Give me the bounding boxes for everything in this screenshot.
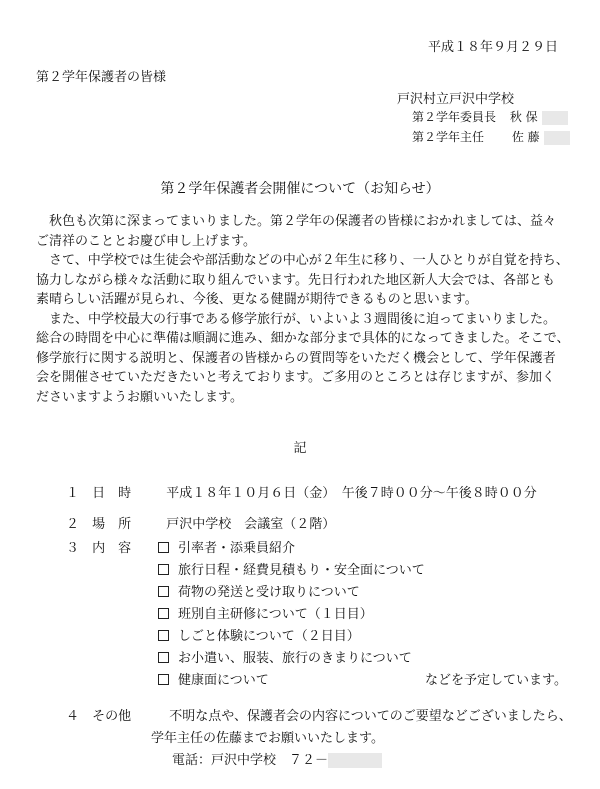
body-line: 協力しながら様々な活動に取り組んでいます。先日行われた地区新人大会では、各部とも <box>36 272 555 288</box>
item-value: 戸沢中学校 会議室（２階） <box>166 517 336 532</box>
content-list-item <box>158 625 360 644</box>
redacted-name-2 <box>544 131 570 145</box>
item-number: ４ <box>66 709 80 724</box>
document-title: 第２学年保護者会開催について（お知らせ） <box>160 181 440 197</box>
item-label: その他 <box>92 709 132 724</box>
item-label: 場 所 <box>92 517 132 532</box>
checkbox-icon <box>158 652 169 663</box>
content-list-item <box>158 581 360 600</box>
content-suffix: などを予定しています。 <box>425 673 567 688</box>
body-line: さて、中学校では生徒会や部活動などの中心が２年生に移り、一人ひとりが自覚を持ち、 <box>36 253 569 268</box>
item-number: ２ <box>66 517 80 532</box>
checkbox-icon <box>158 586 169 597</box>
redacted-name-1 <box>542 111 568 125</box>
content-list-item <box>158 647 412 666</box>
checkbox-icon <box>158 564 169 575</box>
item-content <box>66 537 162 556</box>
content-list-text: お小遣い、服装、旅行のきまりについて <box>178 651 412 666</box>
school-name: 戸沢村立戸沢中学校 <box>397 92 515 107</box>
item-label: 内 容 <box>92 541 132 556</box>
body-line: ださいますようお願いいたします。 <box>36 389 243 405</box>
item-label: 日 時 <box>92 486 132 501</box>
content-list-text: 健康面について <box>178 673 269 688</box>
item-number: ３ <box>66 541 80 556</box>
content-list-item <box>158 603 373 622</box>
sender-line-1 <box>412 108 568 125</box>
sender-1-name: 秋 保 <box>509 110 538 124</box>
content-list-text: 引率者・添乗員紹介 <box>178 541 296 556</box>
sender-line-2 <box>412 128 570 145</box>
document-date: 平成１８年９月２９日 <box>428 40 559 55</box>
sender-2-role: 第２学年主任 <box>412 130 485 144</box>
item-date <box>66 482 537 501</box>
body-line: 秋色も次第に深まってまいりました。第２学年の保護者の皆様におかれましては、益々 <box>36 214 557 229</box>
item-value: 不明な点や、保護者会の内容についてのご要望などございましたら、 <box>169 709 572 724</box>
content-list-item <box>158 559 425 578</box>
item-place <box>66 513 335 532</box>
checkbox-icon <box>158 608 169 619</box>
item-other <box>66 705 572 724</box>
sender-1-role: 第２学年委員長 <box>412 110 497 124</box>
checkbox-icon <box>158 542 169 553</box>
content-list-text: 荷物の発送と受け取りについて <box>178 585 360 600</box>
body-line: 修学旅行に関する説明と、保護者の皆様からの質問等をいただく機会として、学年保護者 <box>36 350 556 366</box>
other-line-2: 学年主任の佐藤までお願いいたします。 <box>151 731 384 746</box>
checkbox-icon <box>158 674 169 685</box>
content-list-text: 旅行日程・経費見積もり・安全面について <box>178 563 425 578</box>
phone-text: 電話：戸沢中学校 ７２－ <box>172 753 329 768</box>
content-list-item <box>158 669 269 688</box>
phone-line <box>172 749 382 768</box>
content-list-item <box>158 537 295 556</box>
sender-2-name: 佐 藤 <box>511 130 540 144</box>
body-line: また、中学校最大の行事である修学旅行が、いよいよ３週間後に迫ってまいりました。 <box>36 311 557 327</box>
item-value: 平成１８年１０月６日（金） 午後７時００分～午後８時００分 <box>166 486 537 501</box>
body-text <box>36 212 570 407</box>
item-number: １ <box>66 486 80 501</box>
content-list-text: 班別自主研修について（１日目） <box>178 607 373 622</box>
body-line: 素晴らしい活躍が見られ、今後、更なる健闘が期待できるものと思います。 <box>36 292 478 307</box>
recipient: 第２学年保護者の皆様 <box>36 70 167 85</box>
ki-heading: 記 <box>293 441 307 456</box>
body-line: 会を開催させていただきたいと考えております。ご多用のところとは存じますが、参加く <box>36 370 555 385</box>
body-line: ご清祥のこととお慶び申し上げます。 <box>36 233 256 249</box>
redacted-phone <box>328 753 382 768</box>
checkbox-icon <box>158 630 169 641</box>
body-line: 総合の時間を中心に準備は順調に進み、細かな部分まで具体的になってきました。そこで、 <box>36 331 570 346</box>
content-list-text: しごと体験について（２日目） <box>178 629 360 644</box>
